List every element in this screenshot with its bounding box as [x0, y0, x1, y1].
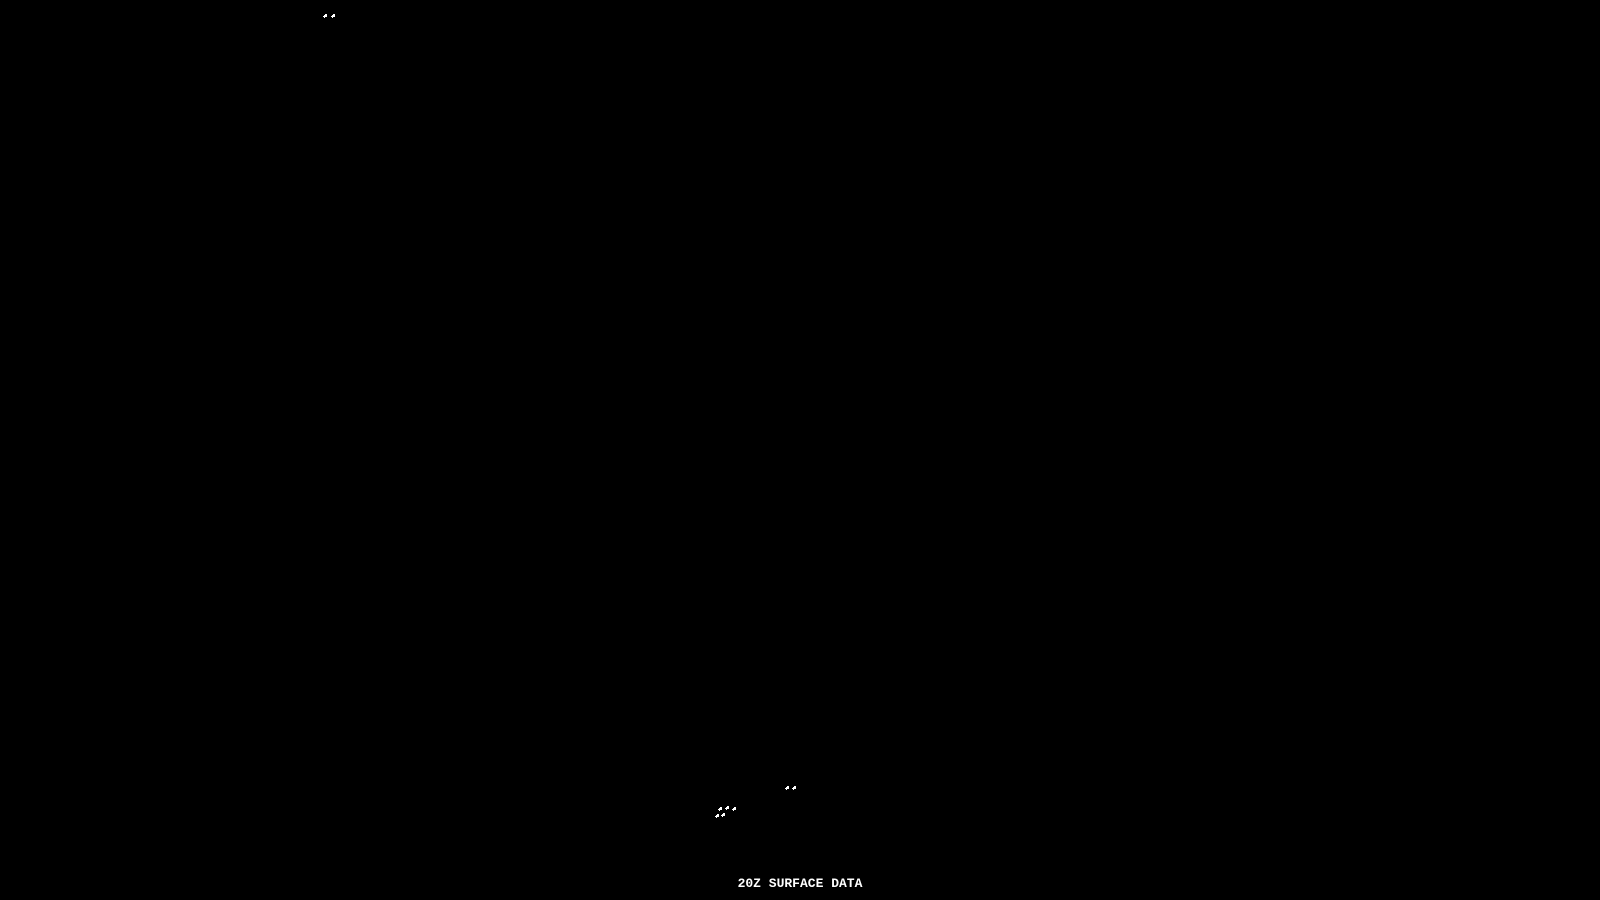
station-mark — [785, 786, 786, 787]
plot-caption: 20Z SURFACE DATA — [737, 876, 863, 891]
station-mark — [323, 14, 324, 15]
station-mark — [718, 807, 719, 808]
station-mark — [721, 813, 722, 814]
station-mark — [792, 786, 793, 787]
station-mark — [732, 807, 733, 808]
station-mark — [331, 14, 332, 15]
station-mark — [725, 806, 726, 807]
station-mark — [715, 814, 716, 815]
